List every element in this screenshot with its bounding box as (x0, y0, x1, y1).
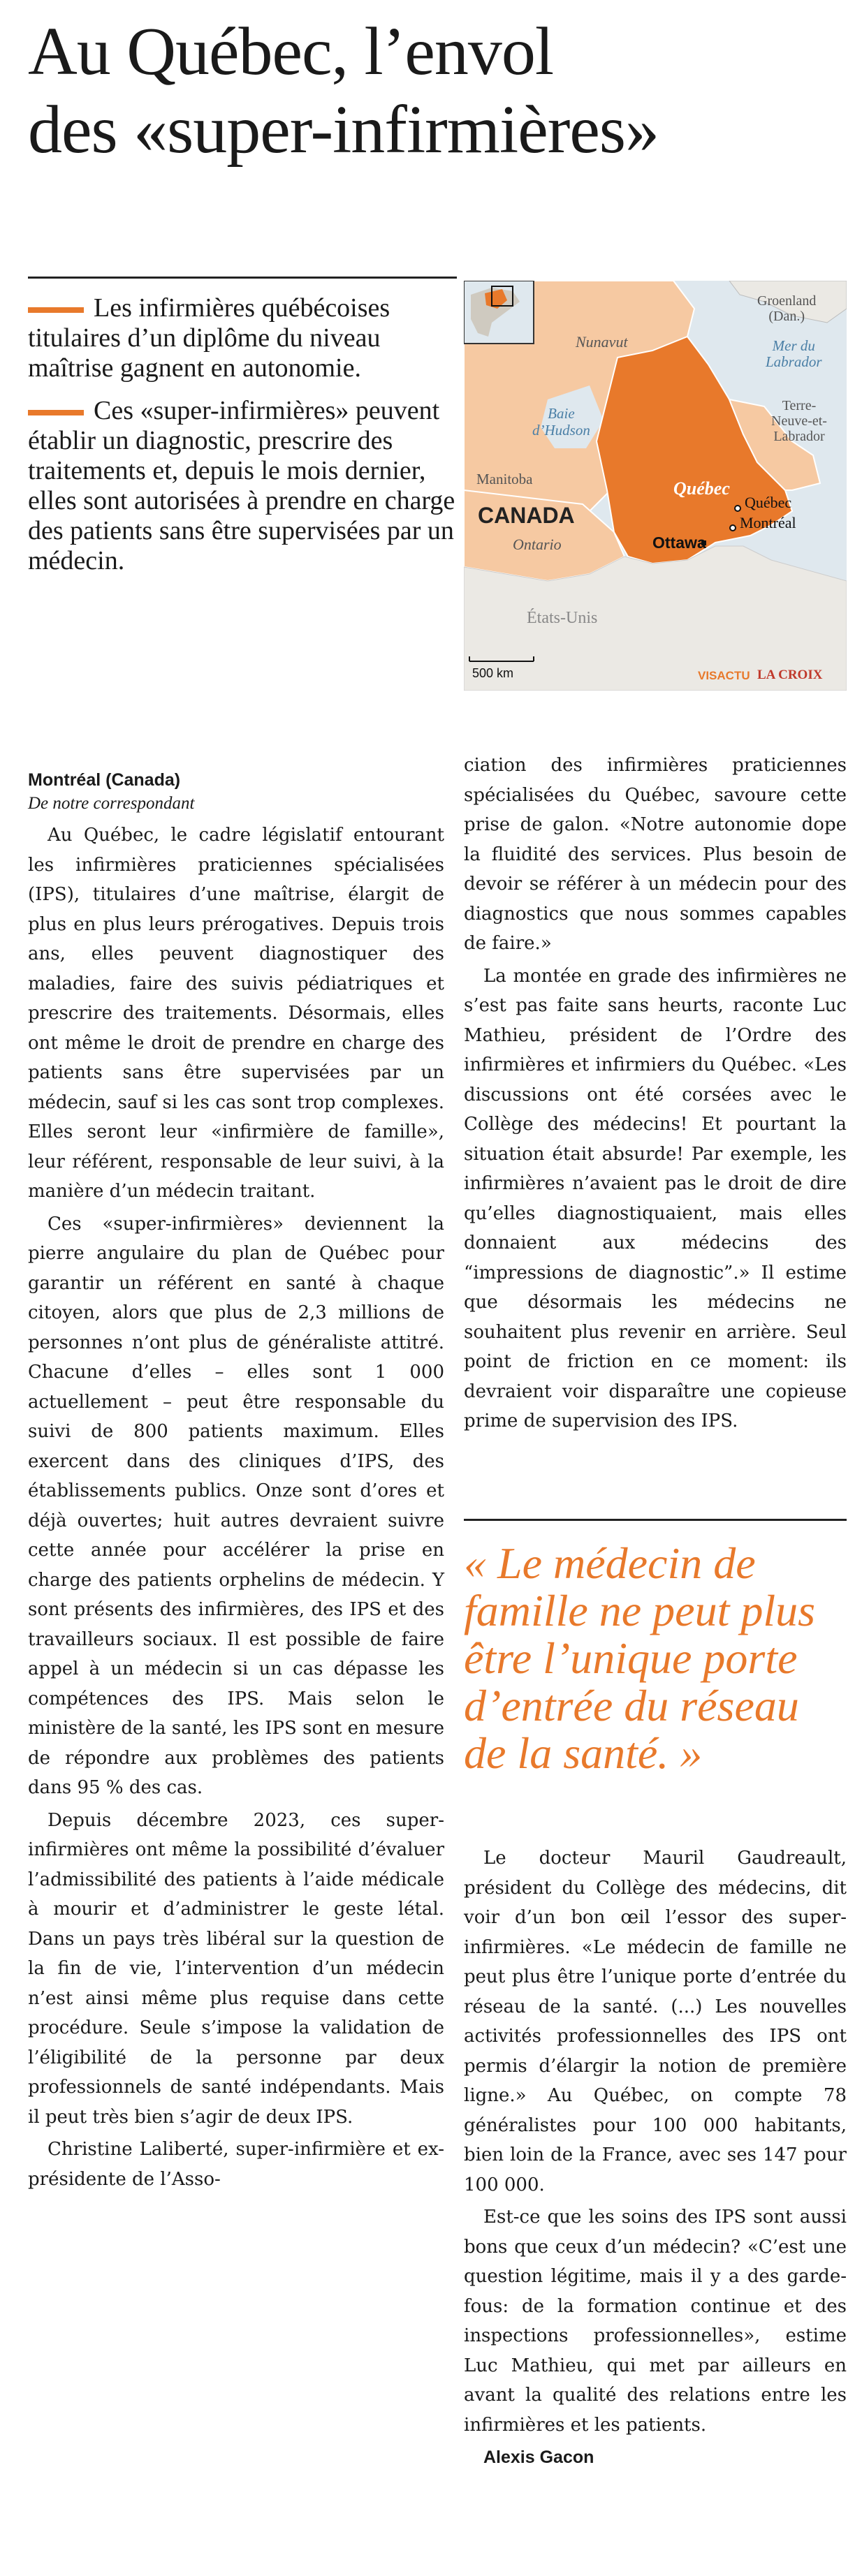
pullquote-rule-top (464, 1519, 847, 1521)
pullquote: « Le médecin de famille ne peut plus être l’unique porte d’entrée du réseau de la santé. » (464, 1538, 816, 1778)
headline-line-2: des «super-infirmières» (28, 92, 659, 168)
quebec-map (464, 281, 847, 691)
map-label-ontario: Ontario (513, 536, 562, 553)
article-column-3 (464, 1843, 847, 2475)
correspondent-credit: De notre correspondant (28, 794, 195, 813)
orange-dash-icon (28, 307, 84, 313)
map-credit-visactu: VISACTU (698, 669, 750, 682)
map-credit-la-croix: LA CROIX (757, 668, 823, 682)
paragraph: Ces «super-infirmières» deviennent la pierre angulaire du plan de Québec pour garantir un référent en santé à chaque citoyen, alors que plus de 2,3 millions de personnes n’ont plus de généraliste attitré. Chacune d’elles – elles sont 1 000 actuellement – peut être responsable du suivi de 800 patients maximum. Elles exercent dans des cliniques d’IPS, des établissements publics. Onze sont d’ores et déjà ouvertes; huit autres devraient suivre cette année pour accélérer la prise en charge des patients orphelins de médecin. Y sont présents des infirmières, des IPS et des travailleurs sociaux. Il est possible de faire appel à un médecin si un cas dépasse les compétences des IPS. Mais selon le ministère de la santé, les IPS sont en mesure de répondre aux problèmes des patients dans 95 % des cas. (28, 1213, 444, 1798)
map-label-etats-unis: États-Unis (527, 609, 598, 627)
standfirst-paragraph: Les infirmières québécoises titulaires d’un diplôme du niveau maîtrise gagnent en autonomie. (28, 293, 390, 383)
orange-dash-icon (28, 410, 84, 415)
paragraph: ciation des infirmières praticiennes spécialisées du Québec, savoure cette prise de galon. «Notre autonomie dope la fluidité des services. Plus besoin de devoir se référer à un médecin pour des diagnostics que nous sommes capables de faire.» (464, 755, 847, 954)
map-label-montreal: Montréal (740, 514, 796, 531)
map-label-baie-hudson: Baie d’Hudson (532, 405, 590, 439)
headline (28, 13, 845, 169)
paragraph: Au Québec, le cadre législatif entourant les infirmières praticiennes spécialisées (IPS), titulaires d’une maîtrise, élargit de plus en plus leurs prérogatives. Depuis trois ans, elles peuvent diagnostiquer des maladies, faire des suivis pédiatriques et prescrire des traitements. Désormais, elles ont même le droit de prendre en charge des patients sans être supervisées par un médecin, sauf si les cas sont trop complexes. Elles seront leur «infirmière de famille», leur référent, responsable de leur suivi, à la manière d’un médecin traitant. (28, 825, 444, 1202)
section-rule (28, 277, 457, 279)
map-label-manitoba: Manitoba (476, 471, 533, 487)
map-label-terre-neuve: Terre- Neuve-et- Labrador (771, 398, 827, 444)
paragraph: Le docteur Mauril Gaudreault, président du Collège des médecins, dit voir d’un bon œil l’essor des super-infirmières. «Le médecin de famille ne peut plus être l’unique porte d’entrée du réseau de la santé. (...) Les nouvelles activités professionnelles des IPS ont permis d’élargir la notion de première ligne.» Au Québec, on compte 78 généralistes pour 100 000 habitants, bien loin de la France, avec ses 147 pour 100 000. (464, 1848, 847, 2195)
dateline-city: Montréal (Canada) (28, 770, 181, 790)
paragraph: Depuis décembre 2023, ces super-infirmières ont même la possibilité d’évaluer l’admissibilité des patients à l’aide médicale à mourir et d’administrer le geste létal. Dans un pays très libéral sur la question de la fin de vie, l’intervention d’un médecin n’est ainsi même plus requise dans cette procédure. Seule s’impose la validation de l’éligibilité de la personne par deux professionnels de santé indépendants. Mais il peut très bien s’agir de deux IPS. (28, 1809, 444, 2128)
map-scale-label: 500 km (472, 666, 514, 680)
map-label-groenland: Groenland (Dan.) (757, 293, 817, 324)
paragraph: Est-ce que les soins des IPS sont aussi bons que ceux d’un médecin? «C’est une question légitime, mais il y a des garde-fous: de la formation continue et des inspections professionnelles», estime Luc Mathieu, qui met par ailleurs en avant la qualité des relations entre les infirmières et les patients. (464, 2207, 847, 2436)
dateline (28, 768, 461, 816)
map-label-ottawa: Ottawa (652, 533, 706, 552)
map-label-nunavut: Nunavut (576, 333, 628, 351)
paragraph: La montée en grade des infirmières ne s’est pas faite sans heurts, raconte Luc Mathieu, président de l’Ordre des infirmières et infirmiers du Québec. «Les discussions ont été corsées avec le Collège des médecins! Et pourtant la situation était absurde! Par exemple, les infirmières n’avaient pas le droit de dire qu’elles diagnostiquaient, mais elles donnaient aux médecins des “impressions de diagnostic”.» Il estime que désormais les médecins ne souhaitent plus revenir en arrière. Seul point de friction en ce moment: ils devraient voir disparaître une copieuse prime de supervision des IPS. (464, 965, 847, 1431)
map-label-mer-labrador: Mer du Labrador (766, 337, 822, 370)
headline-line-1: Au Québec, l’envol (28, 14, 554, 89)
standfirst (28, 293, 461, 589)
map-label-quebec-province: Québec (673, 478, 730, 499)
standfirst-paragraph: Ces «super-infirmières» peuvent établir un diagnostic, prescrire des traitements et, depuis le mois dernier, elles sont autorisées à prendre en charge des patients sans être supervisées par un médecin. (28, 396, 455, 575)
author-signature: Alexis Gacon (483, 2448, 594, 2467)
article-column-1 (28, 820, 444, 2197)
paragraph: Christine Laliberté, super-infirmière et ex-présidente de l’Asso- (28, 2139, 444, 2190)
map-label-quebec-city: Québec (745, 494, 792, 511)
map-label-canada: CANADA (478, 503, 575, 528)
article-column-2 (464, 751, 847, 1439)
